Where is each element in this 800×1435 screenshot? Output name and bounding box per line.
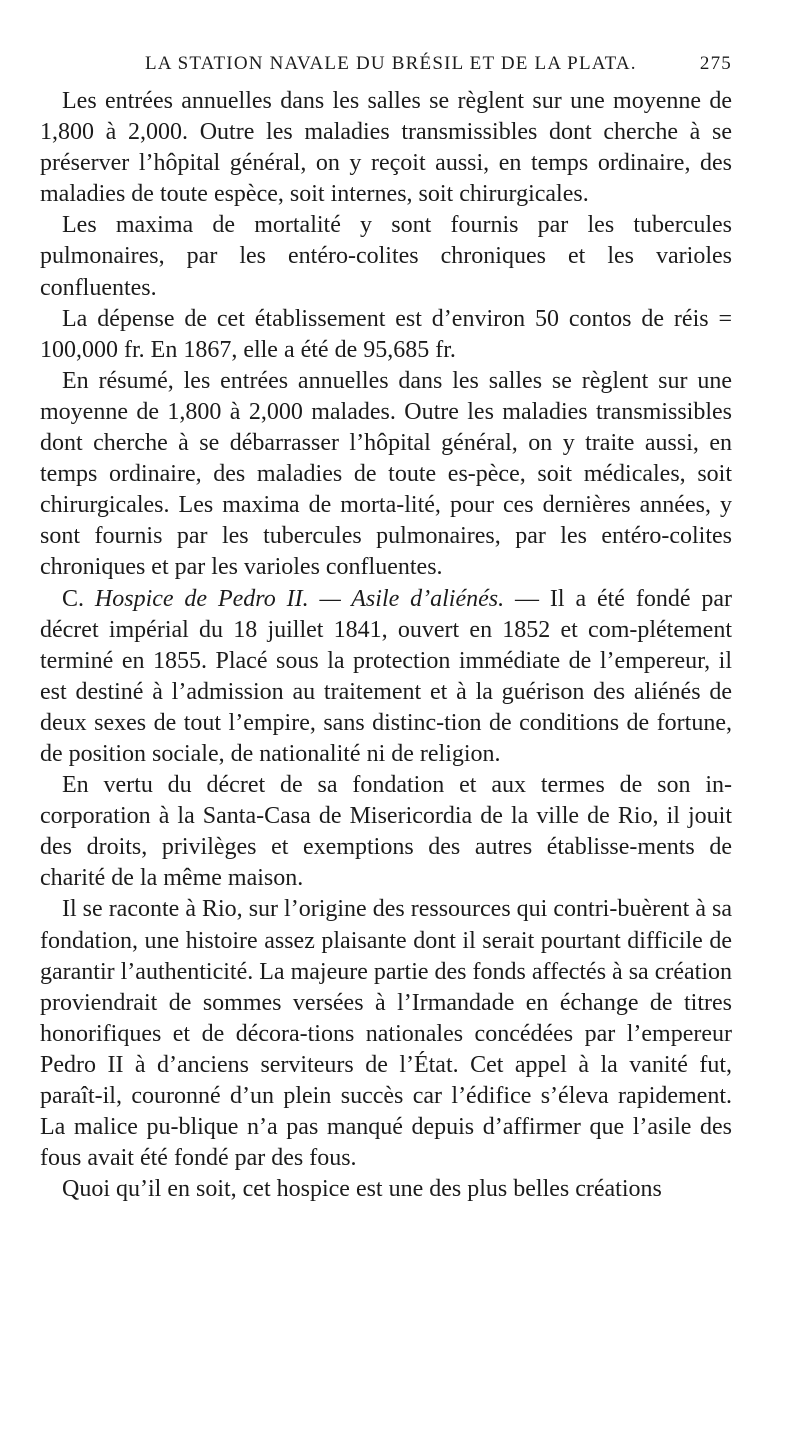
paragraph-section-c bbox=[40, 584, 732, 771]
page-number: 275 bbox=[699, 53, 732, 74]
section-title: Hospice de Pedro II. — Asile d’aliénés. bbox=[94, 585, 505, 612]
paragraph-expenses: La dépense de cet établissement est d’environ 50 contos de réis = 100,000 fr. En 1867, elle a été de 95,685 fr. bbox=[40, 305, 732, 363]
paragraph-summary: En résumé, les entrées annuelles dans les salles se règlent sur une moyenne de 1,800 à 2,000 malades. Outre les maladies transmissibles dont cherche à se débarrasser l’hôpital général, on y traite aussi, en temps ordinaire, des maladies de toute es-pèce, soit médicales, soit chirurgicales. Les maxima de morta-lité, pour ces dernières années, y sont fournis par les tubercules pulmonaires, par les entéro-colites chroniques et par les varioles confluentes. bbox=[40, 367, 732, 581]
section-letter: C. bbox=[62, 585, 85, 612]
paragraph-closing: Quoi qu’il en soit, cet hospice est une des plus belles créations bbox=[62, 1176, 662, 1203]
paragraph-admissions: Les entrées annuelles dans les salles se règlent sur une moyenne de 1,800 à 2,000. Outre les maladies transmissibles dont cherche à se préserver l’hôpital général, on y reçoit aussi, en temps ordinaire, des maladies de toute espèce, soit internes, soit chirurgicales. bbox=[40, 88, 732, 208]
running-title: LA STATION NAVALE DU BRÉSIL ET DE LA PLATA. bbox=[145, 53, 637, 74]
paragraph-mortality: Les maxima de mortalité y sont fournis par les tubercules pulmonaires, par les entéro-colites chroniques et les varioles confluentes. bbox=[40, 212, 732, 301]
paragraph-origin-story: Il se raconte à Rio, sur l’origine des ressources qui contri-buèrent à sa fondation, une histoire assez plaisante dont il serait pourtant difficile de garantir l’authenticité. La majeure partie des fonds affectés à sa création proviendrait de sommes versées à l’Irmandade en échange de titres honorifiques et de décora-tions nationales concédées par l’empereur Pedro II à d’anciens serviteurs de l’État. Cet appel à la vanité fut, paraît-il, couronné d’un plein succès car l’édifice s’éleva rapidement. La malice pu-blique n’a pas manqué depuis d’affirmer que l’asile des fous avait été fondé par des fous. bbox=[40, 896, 732, 1172]
body-text bbox=[40, 86, 732, 1205]
running-head bbox=[40, 53, 732, 83]
section-c-text: — Il a été fondé par décret impérial du 18 juillet 1841, ouvert en 1852 et com-plétement terminé en 1855. Placé sous la protection immédiate de l’empereur, il est destiné à l’admission au traitement et à la guérison des aliénés de deux sexes de tout l’empire, sans distinc-tion de conditions de fortune, de position sociale, de nationalité ni de religion. bbox=[40, 585, 733, 767]
paragraph-decree: En vertu du décret de sa fondation et aux termes de son in-corporation à la Santa-Casa de Misericordia de la ville de Rio, il jouit des droits, privilèges et exemptions des autres établisse-ments de charité de la même maison. bbox=[40, 772, 732, 892]
